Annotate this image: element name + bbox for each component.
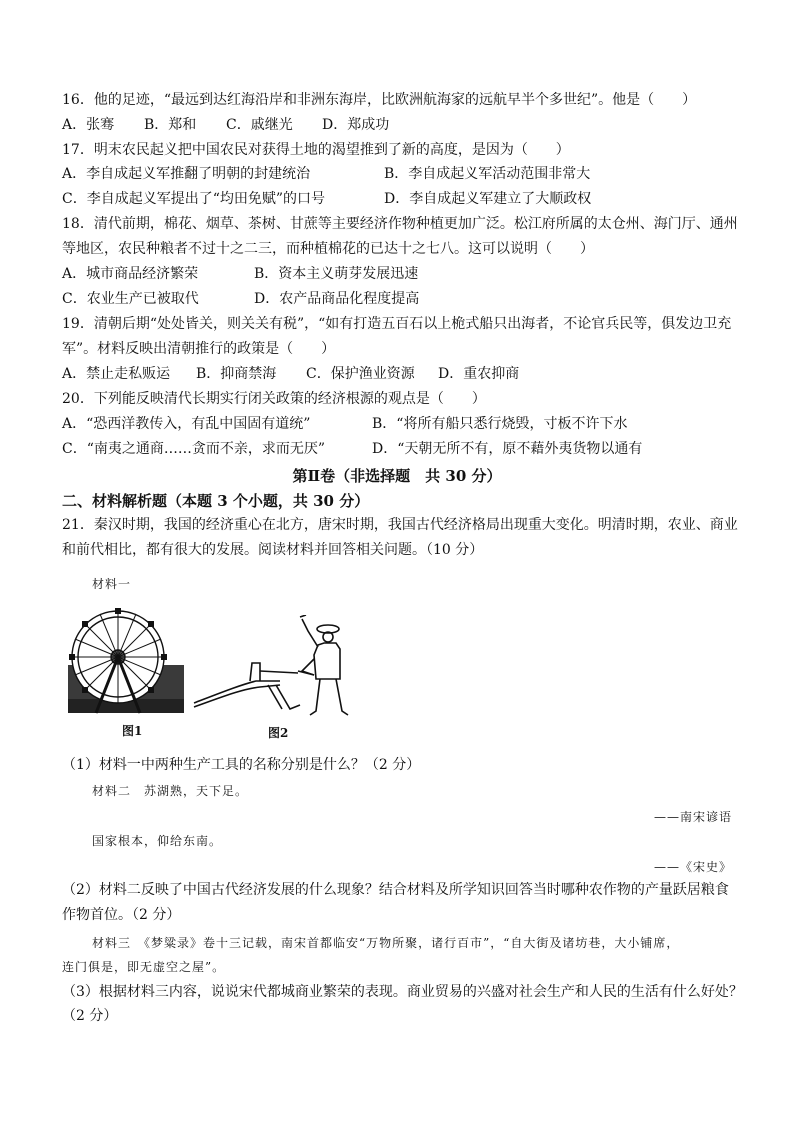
q21-intro-line2: 和前代相比，都有很大的发展。阅读材料并回答相关问题。（10 分） — [62, 542, 484, 558]
q19-options — [62, 364, 519, 384]
part2-title: 第Ⅱ卷（非选择题 共 30 分） — [292, 467, 502, 485]
q18-stem-line1: 18．清代前期，棉花、烟草、茶树、甘蔗等主要经济作物种植更加广泛。松江府所属的太仓州、海门厅、通州 — [62, 216, 738, 232]
q20-options-row2 — [62, 439, 642, 459]
q19-option-a[interactable]: A．禁止走私贩运 — [62, 366, 171, 382]
q18-option-a[interactable]: A．城市商品经济繁荣 — [62, 266, 199, 282]
material2-text: 材料二 苏湖熟，天下足。 — [92, 784, 249, 798]
q21-sub3-line1: （3）根据材料三内容，说说宋代都城商业繁荣的表现。商业贸易的兴盛对社会生产和人民的生活有什么好处？ — [62, 984, 743, 1000]
q20-option-c[interactable]: C．“南夷之通商……贪而不亲，求而无厌” — [62, 441, 326, 457]
q17-stem: 17．明末农民起义把中国农民对获得土地的渴望推到了新的高度，是因为（ ） — [62, 142, 570, 158]
q19-stem-line2: 军”。材料反映出清朝推行的政策是（ ） — [62, 341, 336, 357]
q16-options — [62, 115, 389, 135]
q19-stem-line1: 19．清朝后期“处处皆关，则关关有税”，“如有打造五百石以上桅式船只出海者，不论官兵民等，俱发边卫充 — [62, 316, 732, 332]
q21-sub1: （1）材料一中两种生产工具的名称分别是什么？（2 分） — [62, 757, 421, 773]
q20-option-a[interactable]: A．“恐西洋教传入，有乱中国固有道统” — [62, 416, 311, 432]
q19-option-b[interactable]: B．抑商禁海 — [196, 366, 277, 382]
q17-option-a[interactable]: A．李自成起义军推翻了明朝的封建统治 — [62, 166, 311, 182]
q17-option-c[interactable]: C．李自成起义军提出了“均田免赋”的口号 — [62, 191, 326, 207]
material3-line1: 材料三 《梦粱录》卷十三记载，南宋首都临安“万物所聚，诸行百市”，“自大街及诸坊巷，大小铺席， — [92, 936, 680, 950]
q18-option-d[interactable]: D．农产品商品化程度提高 — [254, 291, 420, 307]
q20-option-d[interactable]: D．“天朝无所不有，原不藉外夷货物以通有 — [372, 441, 643, 457]
waterwheel-figure — [66, 605, 186, 717]
material1-label: 材料一 — [92, 577, 132, 591]
q20-stem: 20．下列能反映清代长期实行闭关政策的经济根源的观点是（ ） — [62, 391, 486, 407]
material3-line2: 连门俱是，即无虚空之屋”。 — [62, 960, 226, 974]
q17-option-d[interactable]: D．李自成起义军建立了大顺政权 — [384, 191, 592, 207]
q20-options-row1 — [62, 414, 627, 434]
q18-options-row2 — [62, 289, 419, 309]
q21-sub2-line2: 作物首位。（2 分） — [62, 907, 181, 923]
figure2-caption: 图2 — [268, 726, 289, 740]
q18-option-c[interactable]: C．农业生产已被取代 — [62, 291, 199, 307]
material2-text2: 国家根本，仰给东南。 — [92, 834, 223, 848]
q16-stem: 16．他的足迹，“最远到达红海沿岸和非洲东海岸，比欧洲航海家的远航早半个多世纪”。他是（ ） — [62, 92, 697, 108]
q17-option-b[interactable]: B．李自成起义军活动范围非常大 — [384, 166, 591, 182]
q16-option-c[interactable]: C．戚继光 — [226, 117, 293, 133]
material2-source-songshi: ——《宋史》 — [653, 860, 732, 874]
q21-sub2-line1: （2）材料二反映了中国古代经济发展的什么现象？结合材料及所学知识回答当时哪种农作物的产量跃居粮食 — [62, 882, 729, 898]
q19-option-c[interactable]: C．保护渔业资源 — [306, 366, 415, 382]
q21-sub3-line2: （2 分） — [62, 1008, 118, 1024]
q16-option-a[interactable]: A．张骞 — [62, 117, 115, 133]
section2-heading: 二、材料解析题（本题 3 个小题，共 30 分） — [62, 492, 370, 510]
q17-options-row2 — [62, 189, 591, 209]
figure1-caption: 图1 — [122, 724, 143, 738]
q21-intro-line1: 21．秦汉时期，我国的经济重心在北方，唐宋时期，我国古代经济格局出现重大变化。明清时期，农业、商业 — [62, 517, 738, 533]
q18-stem-line2: 等地区，农民种粮者不过十之二三，而种植棉花的已达十之七八。这可以说明（ ） — [62, 241, 594, 257]
q16-option-d[interactable]: D．郑成功 — [322, 117, 390, 133]
q20-option-b[interactable]: B．“将所有船只悉行烧毁，寸板不许下水 — [372, 416, 628, 432]
q17-options-row1 — [62, 164, 590, 184]
material2-source-proverb: ——南宋谚语 — [653, 810, 732, 824]
plough-figure — [190, 615, 360, 721]
q16-option-b[interactable]: B．郑和 — [144, 117, 197, 133]
q18-options-row1 — [62, 264, 418, 284]
q19-option-d[interactable]: D．重农抑商 — [438, 366, 520, 382]
q18-option-b[interactable]: B．资本主义萌芽发展迅速 — [254, 266, 419, 282]
